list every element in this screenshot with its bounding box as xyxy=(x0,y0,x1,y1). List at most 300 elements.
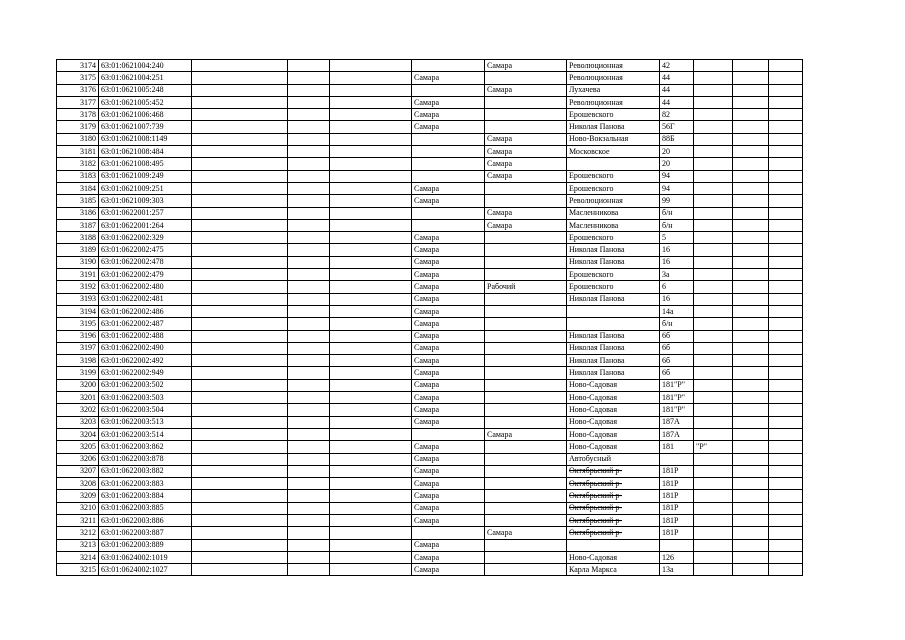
row-number-cell: 3198 xyxy=(57,355,99,367)
blank-cell-b xyxy=(288,281,330,293)
locality-cell xyxy=(485,367,567,379)
extra-cell-b xyxy=(733,121,769,133)
extra-cell-c xyxy=(769,514,803,526)
extra-cell-a xyxy=(694,219,733,231)
blank-cell-a xyxy=(192,146,288,158)
extra-cell-a xyxy=(694,465,733,477)
table-row xyxy=(57,170,803,182)
table-row xyxy=(57,367,803,379)
locality-cell: Самара xyxy=(485,527,567,539)
row-number-cell: 3191 xyxy=(57,269,99,281)
blank-cell-b xyxy=(288,453,330,465)
city-cell: Самара xyxy=(412,355,485,367)
extra-cell-b xyxy=(733,305,769,317)
blank-cell-b xyxy=(288,478,330,490)
extra-cell-c xyxy=(769,60,803,72)
row-number-cell: 3209 xyxy=(57,490,99,502)
street-cell: Автобусный xyxy=(567,453,660,465)
street-cell: Революционная xyxy=(567,195,660,207)
blank-cell-c xyxy=(330,109,412,121)
table-row xyxy=(57,539,803,551)
table-row xyxy=(57,453,803,465)
locality-cell xyxy=(485,121,567,133)
row-number-cell: 3206 xyxy=(57,453,99,465)
blank-cell-a xyxy=(192,564,288,576)
city-cell xyxy=(412,84,485,96)
extra-cell-a xyxy=(694,281,733,293)
table-row xyxy=(57,146,803,158)
cadastral-number-cell: 63:01:0621009:249 xyxy=(99,170,192,182)
cadastral-number-cell: 63:01:0621006:468 xyxy=(99,109,192,121)
locality-cell xyxy=(485,539,567,551)
house-number-cell: 99 xyxy=(660,195,694,207)
city-cell: Самара xyxy=(412,490,485,502)
blank-cell-a xyxy=(192,170,288,182)
house-number-cell xyxy=(660,539,694,551)
extra-cell-b xyxy=(733,281,769,293)
extra-cell-a xyxy=(694,269,733,281)
blank-cell-c xyxy=(330,269,412,281)
blank-cell-c xyxy=(330,416,412,428)
extra-cell-c xyxy=(769,490,803,502)
cadastral-number-cell: 63:01:0622002:490 xyxy=(99,342,192,354)
extra-cell-c xyxy=(769,281,803,293)
blank-cell-b xyxy=(288,133,330,145)
blank-cell-b xyxy=(288,72,330,84)
cadastral-number-cell: 63:01:0622002:487 xyxy=(99,318,192,330)
blank-cell-c xyxy=(330,121,412,133)
locality-cell xyxy=(485,416,567,428)
city-cell: Самара xyxy=(412,551,485,563)
street-cell: Ново-Садовая xyxy=(567,441,660,453)
street-cell: Ерошевского xyxy=(567,281,660,293)
extra-cell-b xyxy=(733,330,769,342)
locality-cell xyxy=(485,72,567,84)
locality-cell xyxy=(485,502,567,514)
extra-cell-c xyxy=(769,109,803,121)
blank-cell-b xyxy=(288,342,330,354)
cadastral-number-cell: 63:01:0621005:248 xyxy=(99,84,192,96)
locality-cell xyxy=(485,478,567,490)
extra-cell-a xyxy=(694,453,733,465)
blank-cell-a xyxy=(192,478,288,490)
extra-cell-a xyxy=(694,514,733,526)
extra-cell-c xyxy=(769,330,803,342)
city-cell: Самара xyxy=(412,72,485,84)
extra-cell-a xyxy=(694,564,733,576)
extra-cell-c xyxy=(769,551,803,563)
row-number-cell: 3201 xyxy=(57,392,99,404)
cadastral-number-cell: 63:01:0622002:479 xyxy=(99,269,192,281)
blank-cell-c xyxy=(330,72,412,84)
extra-cell-a xyxy=(694,527,733,539)
extra-cell-b xyxy=(733,170,769,182)
blank-cell-a xyxy=(192,318,288,330)
locality-cell xyxy=(485,269,567,281)
blank-cell-b xyxy=(288,256,330,268)
blank-cell-a xyxy=(192,219,288,231)
extra-cell-a xyxy=(694,305,733,317)
extra-cell-c xyxy=(769,428,803,440)
extra-cell-a xyxy=(694,170,733,182)
extra-cell-c xyxy=(769,158,803,170)
extra-cell-a xyxy=(694,256,733,268)
blank-cell-b xyxy=(288,379,330,391)
blank-cell-a xyxy=(192,60,288,72)
table-row xyxy=(57,84,803,96)
cadastral-number-cell: 63:01:0622003:889 xyxy=(99,539,192,551)
cadastral-number-cell: 63:01:0621009:251 xyxy=(99,182,192,194)
cadastral-number-cell: 63:01:0622002:480 xyxy=(99,281,192,293)
blank-cell-b xyxy=(288,121,330,133)
row-number-cell: 3183 xyxy=(57,170,99,182)
locality-cell xyxy=(485,441,567,453)
blank-cell-a xyxy=(192,527,288,539)
locality-cell xyxy=(485,293,567,305)
house-number-cell: 44 xyxy=(660,96,694,108)
table-row xyxy=(57,133,803,145)
row-number-cell: 3211 xyxy=(57,514,99,526)
row-number-cell: 3200 xyxy=(57,379,99,391)
locality-cell xyxy=(485,232,567,244)
extra-cell-a xyxy=(694,84,733,96)
locality-cell: Самара xyxy=(485,60,567,72)
blank-cell-b xyxy=(288,465,330,477)
city-cell xyxy=(412,133,485,145)
extra-cell-c xyxy=(769,441,803,453)
extra-cell-b xyxy=(733,428,769,440)
street-cell: Николая Панова xyxy=(567,293,660,305)
extra-cell-c xyxy=(769,84,803,96)
house-number-cell: б/н xyxy=(660,207,694,219)
row-number-cell: 3212 xyxy=(57,527,99,539)
blank-cell-b xyxy=(288,195,330,207)
house-number-cell: 42 xyxy=(660,60,694,72)
blank-cell-c xyxy=(330,564,412,576)
city-cell: Самара xyxy=(412,416,485,428)
house-number-cell: 44 xyxy=(660,84,694,96)
city-cell: Самара xyxy=(412,305,485,317)
blank-cell-c xyxy=(330,158,412,170)
locality-cell xyxy=(485,465,567,477)
extra-cell-b xyxy=(733,441,769,453)
extra-cell-a xyxy=(694,60,733,72)
street-cell: Октябрьский р- xyxy=(567,478,660,490)
cadastral-number-cell: 63:01:0621008:1149 xyxy=(99,133,192,145)
cadastral-number-cell: 63:01:0621007:739 xyxy=(99,121,192,133)
blank-cell-b xyxy=(288,330,330,342)
blank-cell-a xyxy=(192,342,288,354)
blank-cell-c xyxy=(330,478,412,490)
blank-cell-a xyxy=(192,551,288,563)
blank-cell-c xyxy=(330,60,412,72)
blank-cell-b xyxy=(288,109,330,121)
cadastral-number-cell: 63:01:0622003:878 xyxy=(99,453,192,465)
blank-cell-b xyxy=(288,305,330,317)
city-cell: Самара xyxy=(412,441,485,453)
row-number-cell: 3202 xyxy=(57,404,99,416)
city-cell xyxy=(412,527,485,539)
extra-cell-b xyxy=(733,416,769,428)
extra-cell-b xyxy=(733,355,769,367)
house-number-cell: 181Р xyxy=(660,465,694,477)
extra-cell-a xyxy=(694,490,733,502)
extra-cell-b xyxy=(733,551,769,563)
extra-cell-c xyxy=(769,305,803,317)
extra-cell-a xyxy=(694,392,733,404)
table-row xyxy=(57,269,803,281)
blank-cell-c xyxy=(330,490,412,502)
extra-cell-b xyxy=(733,527,769,539)
house-number-cell: 181Р xyxy=(660,514,694,526)
extra-cell-b xyxy=(733,219,769,231)
street-cell: Масленникова xyxy=(567,219,660,231)
city-cell: Самара xyxy=(412,121,485,133)
extra-cell-b xyxy=(733,379,769,391)
blank-cell-b xyxy=(288,146,330,158)
blank-cell-c xyxy=(330,355,412,367)
blank-cell-b xyxy=(288,269,330,281)
blank-cell-a xyxy=(192,195,288,207)
blank-cell-b xyxy=(288,318,330,330)
street-cell: Революционная xyxy=(567,96,660,108)
blank-cell-a xyxy=(192,96,288,108)
house-number-cell: 44 xyxy=(660,72,694,84)
row-number-cell: 3203 xyxy=(57,416,99,428)
extra-cell-b xyxy=(733,182,769,194)
extra-cell-b xyxy=(733,318,769,330)
locality-cell: Самара xyxy=(485,84,567,96)
blank-cell-c xyxy=(330,551,412,563)
blank-cell-a xyxy=(192,158,288,170)
cadastral-number-cell: 63:01:0621008:495 xyxy=(99,158,192,170)
blank-cell-c xyxy=(330,133,412,145)
extra-cell-a xyxy=(694,551,733,563)
city-cell xyxy=(412,60,485,72)
blank-cell-b xyxy=(288,551,330,563)
row-number-cell: 3215 xyxy=(57,564,99,576)
row-number-cell: 3177 xyxy=(57,96,99,108)
street-cell: Николая Панова xyxy=(567,256,660,268)
extra-cell-a xyxy=(694,318,733,330)
extra-cell-b xyxy=(733,146,769,158)
blank-cell-b xyxy=(288,158,330,170)
blank-cell-a xyxy=(192,539,288,551)
locality-cell xyxy=(485,490,567,502)
extra-cell-b xyxy=(733,392,769,404)
cadastral-number-cell: 63:01:0622003:513 xyxy=(99,416,192,428)
table-row xyxy=(57,256,803,268)
city-cell: Самара xyxy=(412,244,485,256)
table-row xyxy=(57,416,803,428)
row-number-cell: 3197 xyxy=(57,342,99,354)
street-cell: Николая Панова xyxy=(567,244,660,256)
city-cell xyxy=(412,219,485,231)
cadastral-number-cell: 63:01:0624002:1027 xyxy=(99,564,192,576)
row-number-cell: 3185 xyxy=(57,195,99,207)
blank-cell-c xyxy=(330,379,412,391)
house-number-cell: 6б xyxy=(660,330,694,342)
table-row xyxy=(57,392,803,404)
extra-cell-b xyxy=(733,109,769,121)
street-cell: Московское xyxy=(567,146,660,158)
locality-cell: Самара xyxy=(485,170,567,182)
house-number-cell: 6б xyxy=(660,367,694,379)
table-row xyxy=(57,502,803,514)
blank-cell-a xyxy=(192,490,288,502)
blank-cell-b xyxy=(288,527,330,539)
city-cell: Самара xyxy=(412,514,485,526)
blank-cell-c xyxy=(330,330,412,342)
blank-cell-c xyxy=(330,207,412,219)
extra-cell-b xyxy=(733,539,769,551)
extra-cell-b xyxy=(733,244,769,256)
street-cell: Октябрьский р- xyxy=(567,514,660,526)
extra-cell-a xyxy=(694,121,733,133)
blank-cell-c xyxy=(330,182,412,194)
house-number-cell: 94 xyxy=(660,170,694,182)
blank-cell-c xyxy=(330,146,412,158)
house-number-cell: 16 xyxy=(660,256,694,268)
records-table-body xyxy=(57,60,803,576)
row-number-cell: 3194 xyxy=(57,305,99,317)
city-cell: Самара xyxy=(412,539,485,551)
locality-cell xyxy=(485,564,567,576)
blank-cell-c xyxy=(330,539,412,551)
cadastral-number-cell: 63:01:0621004:240 xyxy=(99,60,192,72)
row-number-cell: 3199 xyxy=(57,367,99,379)
blank-cell-a xyxy=(192,207,288,219)
blank-cell-a xyxy=(192,182,288,194)
table-row xyxy=(57,121,803,133)
city-cell: Самара xyxy=(412,281,485,293)
blank-cell-a xyxy=(192,428,288,440)
cadastral-number-cell: 63:01:0622003:886 xyxy=(99,514,192,526)
extra-cell-a xyxy=(694,133,733,145)
table-row xyxy=(57,379,803,391)
cadastral-number-cell: 63:01:0622003:883 xyxy=(99,478,192,490)
house-number-cell: 181Р xyxy=(660,490,694,502)
extra-cell-b xyxy=(733,490,769,502)
locality-cell xyxy=(485,182,567,194)
house-number-cell: 88Б xyxy=(660,133,694,145)
locality-cell: Самара xyxy=(485,146,567,158)
street-cell: Ново-Садовая xyxy=(567,379,660,391)
extra-cell-c xyxy=(769,478,803,490)
extra-cell-b xyxy=(733,133,769,145)
city-cell xyxy=(412,207,485,219)
blank-cell-b xyxy=(288,392,330,404)
blank-cell-b xyxy=(288,502,330,514)
house-number-cell: 82 xyxy=(660,109,694,121)
house-number-cell: б/н xyxy=(660,219,694,231)
street-cell: Октябрьский р- xyxy=(567,465,660,477)
city-cell xyxy=(412,428,485,440)
blank-cell-a xyxy=(192,441,288,453)
blank-cell-a xyxy=(192,133,288,145)
table-row xyxy=(57,514,803,526)
house-number-cell: 181Р xyxy=(660,502,694,514)
extra-cell-c xyxy=(769,219,803,231)
blank-cell-a xyxy=(192,72,288,84)
street-cell: Ерошевского xyxy=(567,182,660,194)
house-number-cell: 181"Р" xyxy=(660,392,694,404)
locality-cell xyxy=(485,330,567,342)
cadastral-number-cell: 63:01:0622003:514 xyxy=(99,428,192,440)
extra-cell-c xyxy=(769,269,803,281)
blank-cell-a xyxy=(192,416,288,428)
house-number-cell: 14а xyxy=(660,305,694,317)
house-number-cell: 181Р xyxy=(660,527,694,539)
cadastral-number-cell: 63:01:0622003:885 xyxy=(99,502,192,514)
extra-cell-c xyxy=(769,121,803,133)
extra-cell-a xyxy=(694,96,733,108)
table-row xyxy=(57,465,803,477)
row-number-cell: 3207 xyxy=(57,465,99,477)
extra-cell-b xyxy=(733,465,769,477)
street-cell: Октябрьский р- xyxy=(567,527,660,539)
extra-cell-b xyxy=(733,293,769,305)
city-cell: Самара xyxy=(412,330,485,342)
extra-cell-c xyxy=(769,232,803,244)
blank-cell-c xyxy=(330,392,412,404)
extra-cell-b xyxy=(733,207,769,219)
blank-cell-a xyxy=(192,232,288,244)
house-number-cell: 6б xyxy=(660,355,694,367)
extra-cell-a xyxy=(694,539,733,551)
street-cell: Октябрьский р- xyxy=(567,502,660,514)
street-cell: Ново-Садовая xyxy=(567,392,660,404)
house-number-cell: 6 xyxy=(660,281,694,293)
cadastral-number-cell: 63:01:0622003:503 xyxy=(99,392,192,404)
extra-cell-a xyxy=(694,109,733,121)
house-number-cell: б/н xyxy=(660,318,694,330)
blank-cell-b xyxy=(288,84,330,96)
house-number-cell xyxy=(660,453,694,465)
extra-cell-c xyxy=(769,256,803,268)
blank-cell-c xyxy=(330,514,412,526)
blank-cell-c xyxy=(330,428,412,440)
extra-cell-c xyxy=(769,146,803,158)
city-cell: Самара xyxy=(412,182,485,194)
cadastral-number-cell: 63:01:0622002:478 xyxy=(99,256,192,268)
extra-cell-b xyxy=(733,60,769,72)
table-row xyxy=(57,490,803,502)
row-number-cell: 3184 xyxy=(57,182,99,194)
blank-cell-a xyxy=(192,514,288,526)
cadastral-number-cell: 63:01:0622001:257 xyxy=(99,207,192,219)
locality-cell: Самара xyxy=(485,207,567,219)
street-cell: Революционная xyxy=(567,60,660,72)
table-row xyxy=(57,342,803,354)
extra-cell-b xyxy=(733,367,769,379)
table-row xyxy=(57,207,803,219)
table-row xyxy=(57,527,803,539)
cadastral-number-cell: 63:01:0622002:329 xyxy=(99,232,192,244)
extra-cell-b xyxy=(733,453,769,465)
table-row xyxy=(57,404,803,416)
city-cell: Самара xyxy=(412,293,485,305)
extra-cell-b xyxy=(733,232,769,244)
extra-cell-a xyxy=(694,355,733,367)
street-cell: Ново-Садовая xyxy=(567,551,660,563)
extra-cell-a xyxy=(694,195,733,207)
city-cell: Самара xyxy=(412,502,485,514)
street-cell: Ерошевского xyxy=(567,232,660,244)
house-number-cell: 16 xyxy=(660,293,694,305)
locality-cell xyxy=(485,379,567,391)
row-number-cell: 3179 xyxy=(57,121,99,133)
